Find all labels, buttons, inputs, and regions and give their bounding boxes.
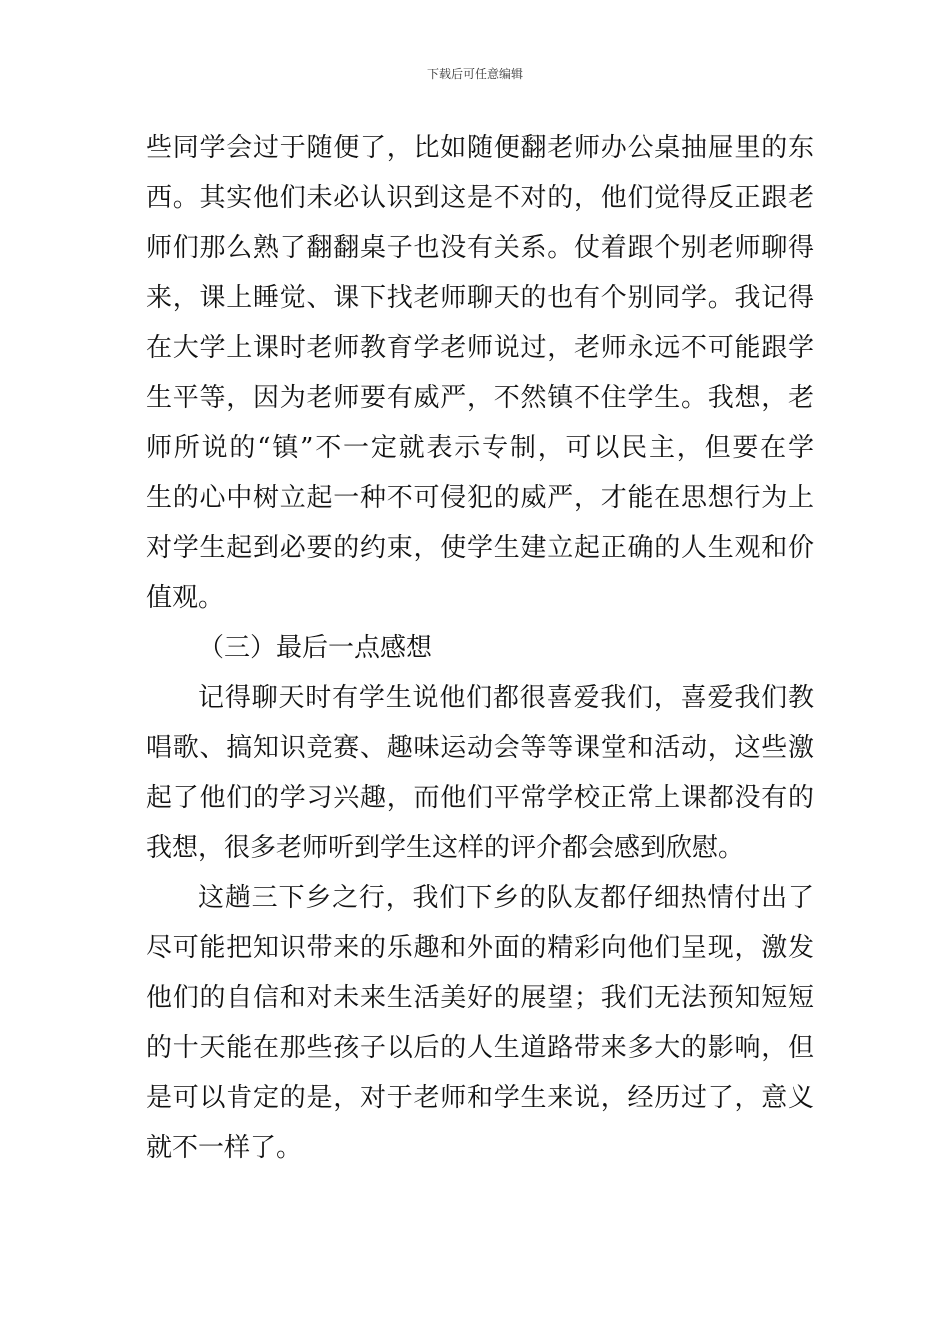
paragraph-line: 是可以肯定的是，对于老师和学生来说，经历过了，意义 — [146, 1083, 814, 1113]
paragraph-line: 我想，很多老师听到学生这样的评介都会感到欣慰。 — [146, 833, 745, 863]
paragraph-line: 些同学会过于随便了，比如随便翻老师办公桌抽屉里的东 — [146, 133, 814, 163]
paragraph-line: 值观。 — [146, 583, 225, 613]
paragraph-line: 的十天能在那些孩子以后的人生道路带来多大的影响，但 — [146, 1033, 814, 1063]
paragraph-line: 唱歌、搞知识竞赛、趣味运动会等等课堂和活动，这些激 — [146, 733, 814, 763]
paragraph-line: 尽可能把知识带来的乐趣和外面的精彩向他们呈现，激发 — [146, 933, 814, 963]
paragraph-line: 对学生起到必要的约束，使学生建立起正确的人生观和价 — [146, 533, 814, 563]
paragraph-line: 师所说的“镇”不一定就表示专制，可以民主，但要在学 — [146, 433, 814, 463]
paragraph-first-line: 记得聊天时有学生说他们都很喜爱我们，喜爱我们教 — [198, 683, 814, 713]
paragraph-line: 生的心中树立起一种不可侵犯的威严，才能在思想行为上 — [146, 483, 814, 513]
page-header: 下载后可任意编辑 — [426, 67, 523, 81]
section-heading: （三）最后一点感想 — [198, 633, 433, 663]
paragraph-line: 生平等，因为老师要有威严，不然镇不住学生。我想，老 — [146, 383, 814, 413]
paragraph-line: 来，课上睡觉、课下找老师聊天的也有个别同学。我记得 — [146, 283, 814, 313]
paragraph-line: 起了他们的学习兴趣，而他们平常学校正常上课都没有的 — [146, 783, 814, 813]
paragraph-line: 在大学上课时老师教育学老师说过，老师永远不可能跟学 — [146, 333, 814, 363]
paragraph-line: 就不一样了。 — [146, 1133, 303, 1163]
paragraph-line: 他们的自信和对未来生活美好的展望；我们无法预知短短 — [146, 983, 814, 1013]
paragraph-line: 师们那么熟了翻翻桌子也没有关系。仗着跟个别老师聊得 — [146, 233, 814, 263]
paragraph-line: 西。其实他们未必认识到这是不对的，他们觉得反正跟老 — [146, 183, 814, 213]
paragraph-first-line: 这趟三下乡之行，我们下乡的队友都仔细热情付出了 — [198, 883, 814, 913]
